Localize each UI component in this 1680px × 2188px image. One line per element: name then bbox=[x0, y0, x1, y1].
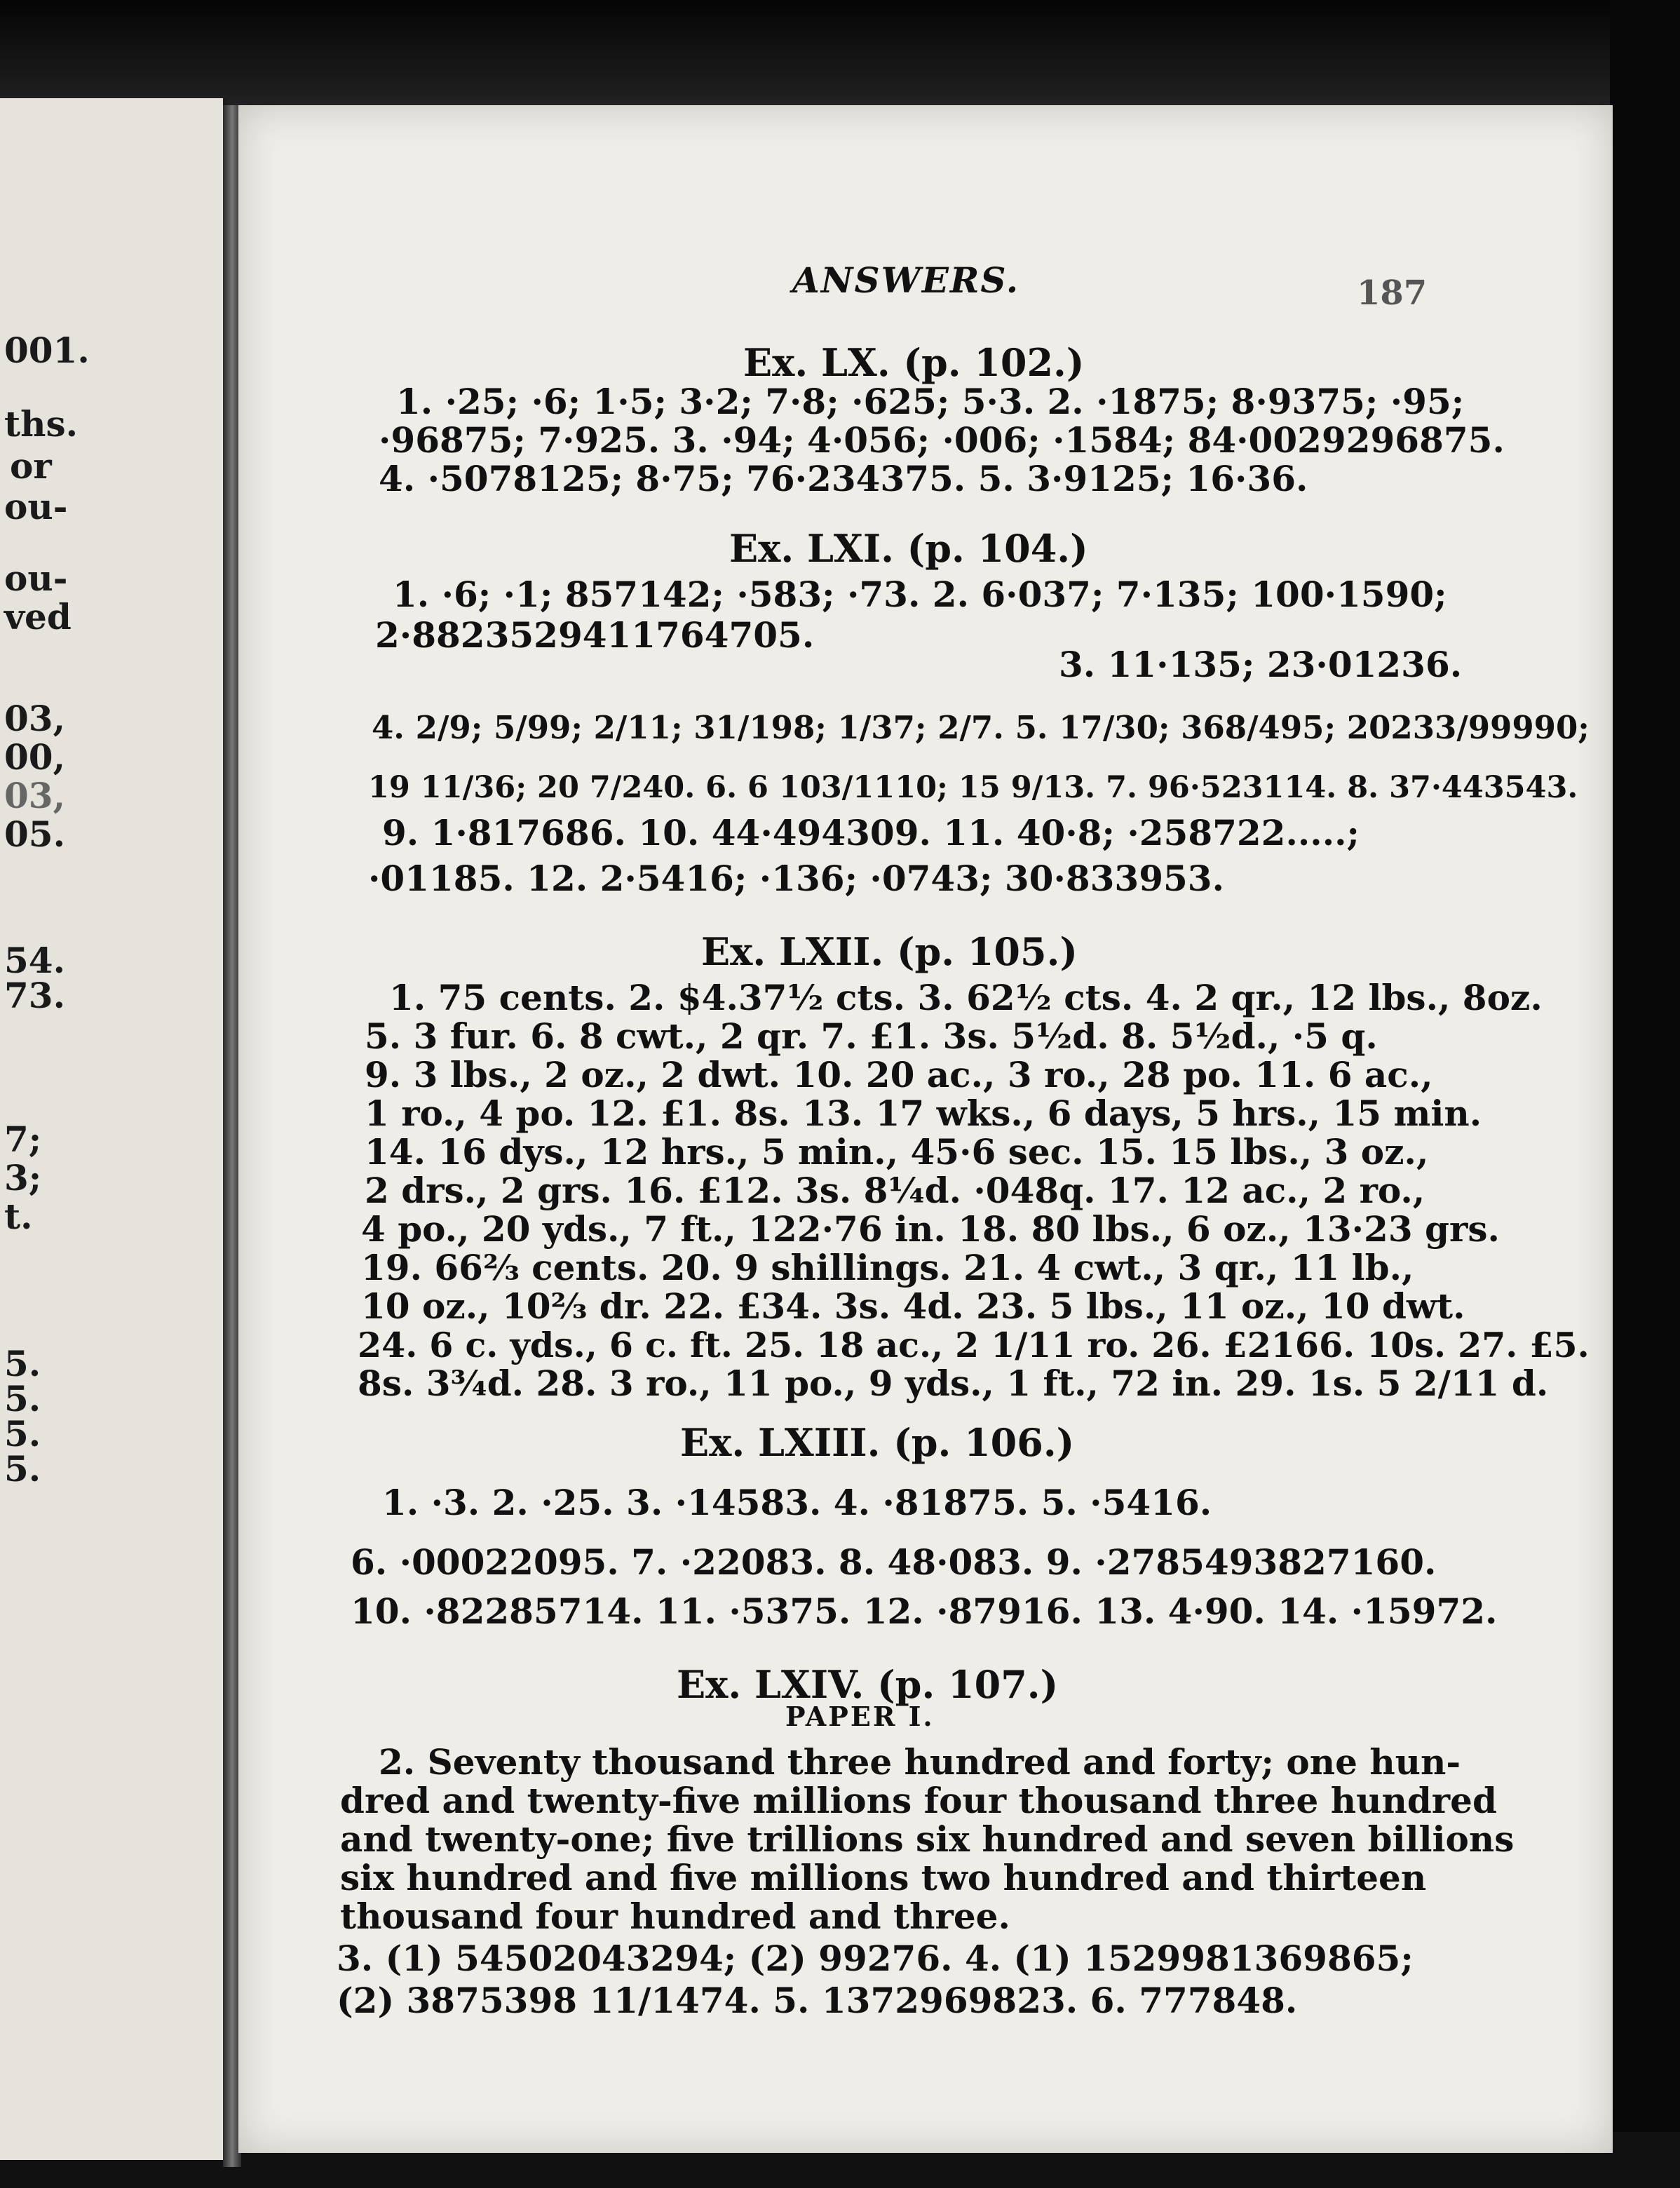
answer-line: 19 11/36; 20 7/240. 6. 6 103/1110; 15 9/13. 7. 96·523114. 8. 37·443543. bbox=[368, 770, 1578, 805]
answer-line: 2·8823529411764705. bbox=[375, 614, 815, 656]
left-fragment: t. bbox=[4, 1196, 33, 1237]
answer-line: 2. Seventy thousand three hundred and forty; one hun- bbox=[379, 1741, 1461, 1783]
running-title: ANSWERS. bbox=[792, 259, 1020, 301]
section-heading: Ex. LXI. (p. 104.) bbox=[729, 526, 1088, 571]
answer-line: 19. 66⅔ cents. 20. 9 shillings. 21. 4 cwt., 3 qr., 11 lb., bbox=[361, 1247, 1414, 1288]
answer-line: 4. 2/9; 5/99; 2/11; 31/198; 1/37; 2/7. 5. 17/30; 368/495; 20233/99990; bbox=[372, 709, 1590, 746]
answers-page bbox=[238, 105, 1613, 2153]
answer-line: 3. 11·135; 23·01236. bbox=[1059, 644, 1463, 685]
answer-line: 5. 3 fur. 6. 8 cwt., 2 qr. 7. £1. 3s. 5½d. 8. 5½d., ·5 q. bbox=[365, 1015, 1378, 1057]
answer-line: 1 ro., 4 po. 12. £1. 8s. 13. 17 wks., 6 days, 5 hrs., 15 min. bbox=[365, 1093, 1482, 1134]
answer-line: and twenty-one; five trillions six hundred and seven billions bbox=[340, 1818, 1515, 1860]
left-fragment: 03, bbox=[4, 698, 65, 739]
answer-line: 9. 1·817686. 10. 44·494309. 11. 40·8; ·258722.....; bbox=[382, 812, 1360, 853]
answer-line: 9. 3 lbs., 2 oz., 2 dwt. 10. 20 ac., 3 ro., 28 po. 11. 6 ac., bbox=[365, 1054, 1433, 1095]
section-heading: Ex. LXIII. (p. 106.) bbox=[680, 1420, 1075, 1465]
background-right bbox=[1610, 0, 1680, 2188]
left-fragment: ved bbox=[4, 596, 72, 637]
section-heading: Ex. LX. (p. 102.) bbox=[743, 340, 1085, 385]
answer-line: 2 drs., 2 grs. 16. £12. 3s. 8¼d. ·048q. 17. 12 ac., 2 ro., bbox=[365, 1170, 1425, 1211]
page-number: 187 bbox=[1357, 274, 1428, 313]
left-fragment: 7; bbox=[4, 1119, 42, 1160]
answer-line: 24. 6 c. yds., 6 c. ft. 25. 18 ac., 2 1/11 ro. 26. £2166. 10s. 27. £5. bbox=[358, 1325, 1590, 1365]
answer-line: 14. 16 dys., 12 hrs., 5 min., 45·6 sec. 15. 15 lbs., 3 oz., bbox=[365, 1131, 1429, 1173]
left-fragment: 3; bbox=[4, 1157, 42, 1198]
left-fragment: 5. bbox=[4, 1413, 41, 1454]
left-fragment: 03, bbox=[4, 775, 65, 816]
answer-line: 6. ·00022095. 7. ·22083. 8. 48·083. 9. ·2785493827160. bbox=[351, 1541, 1437, 1583]
left-fragment: ou- bbox=[4, 558, 68, 599]
left-fragment: 5. bbox=[4, 1378, 41, 1419]
section-heading: Ex. LXIV. (p. 107.) bbox=[677, 1662, 1059, 1707]
section-heading: Ex. LXII. (p. 105.) bbox=[701, 929, 1078, 974]
answer-line: 4 po., 20 yds., 7 ft., 122·76 in. 18. 80 lbs., 6 oz., 13·23 grs. bbox=[361, 1208, 1500, 1250]
left-fragment: 00, bbox=[4, 736, 65, 778]
left-fragment: 05. bbox=[4, 813, 65, 855]
left-fragment: or bbox=[10, 445, 52, 487]
left-fragment: 001. bbox=[4, 330, 90, 371]
answer-line: 1. ·3. 2. ·25. 3. ·14583. 4. ·81875. 5. ·5416. bbox=[382, 1482, 1212, 1523]
answer-line: 10. ·82285714. 11. ·5375. 12. ·87916. 13. 4·90. 14. ·15972. bbox=[351, 1591, 1498, 1632]
left-fragment: ths. bbox=[4, 403, 79, 445]
answer-line: six hundred and five millions two hundred and thirteen bbox=[340, 1857, 1427, 1898]
facing-page-left bbox=[0, 98, 227, 2160]
answer-line: ·01185. 12. 2·5416; ·136; ·0743; 30·833953. bbox=[368, 858, 1224, 899]
left-fragment: ou- bbox=[4, 486, 68, 527]
answer-line: 4. ·5078125; 8·75; 76·234375. 5. 3·9125; 16·36. bbox=[379, 458, 1308, 499]
left-fragment: 5. bbox=[4, 1343, 41, 1384]
answer-line: 3. (1) 54502043294; (2) 99276. 4. (1) 1529981369865; bbox=[337, 1938, 1414, 1979]
left-fragment: 5. bbox=[4, 1448, 41, 1490]
answer-line: 1. 75 cents. 2. $4.37½ cts. 3. 62½ cts. 4. 2 qr., 12 lbs., 8oz. bbox=[389, 977, 1543, 1018]
answer-line: (2) 3875398 11/1474. 5. 1372969823. 6. 777848. bbox=[337, 1980, 1298, 2021]
left-fragment: 73. bbox=[4, 975, 65, 1016]
answer-line: ·96875; 7·925. 3. ·94; 4·056; ·006; ·1584; 84·0029296875. bbox=[379, 419, 1505, 461]
answer-line: thousand four hundred and three. bbox=[340, 1896, 1010, 1937]
answer-line: 10 oz., 10⅔ dr. 22. £34. 3s. 4d. 23. 5 lbs., 11 oz., 10 dwt. bbox=[361, 1285, 1465, 1327]
answer-line: 1. ·25; ·6; 1·5; 3·2; 7·8; ·625; 5·3. 2. ·1875; 8·9375; ·95; bbox=[396, 381, 1465, 422]
paper-heading: PAPER I. bbox=[785, 1701, 935, 1732]
answer-line: dred and twenty-five millions four thousand three hundred bbox=[340, 1780, 1497, 1821]
left-fragment: 54. bbox=[4, 940, 65, 981]
answer-line: 1. ·6; ·1; 857142; ·583; ·73. 2. 6·037; 7·135; 100·1590; bbox=[393, 574, 1447, 615]
answer-line: 8s. 3¾d. 28. 3 ro., 11 po., 9 yds., 1 ft., 72 in. 29. 1s. 5 2/11 d. bbox=[358, 1363, 1549, 1404]
